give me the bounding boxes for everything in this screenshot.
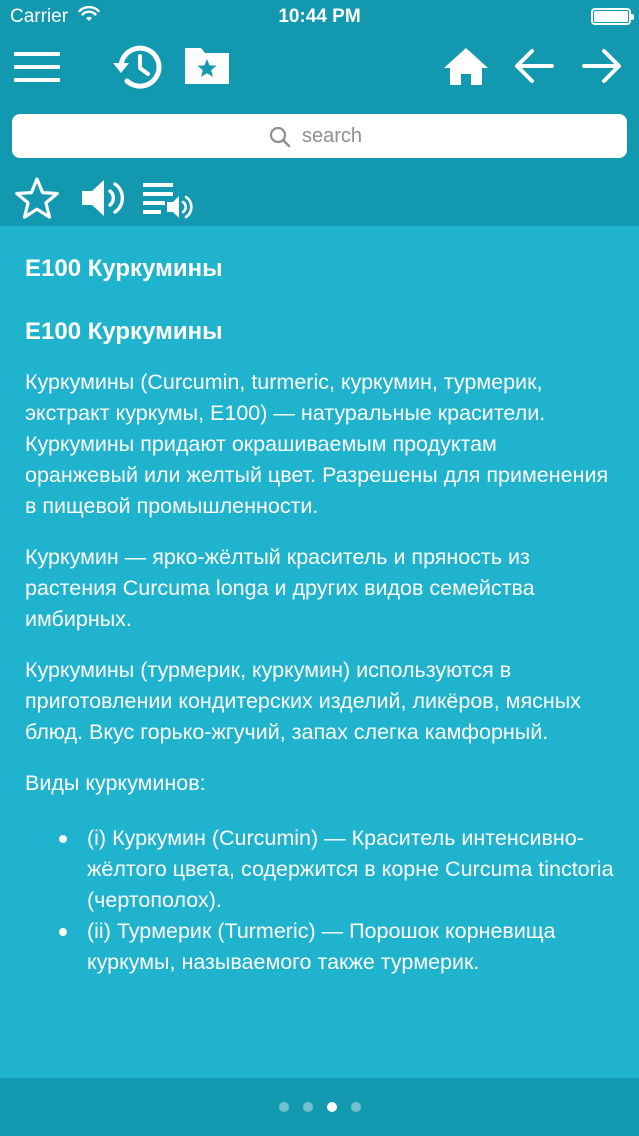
status-bar <box>0 0 639 34</box>
article-paragraph: Виды куркуминов: <box>25 771 206 795</box>
page-dot[interactable] <box>351 1102 361 1112</box>
favorites-folder-icon[interactable] <box>183 44 231 86</box>
playlist-audio-icon[interactable] <box>143 180 193 220</box>
search-icon <box>269 126 291 148</box>
search-input[interactable] <box>302 122 602 150</box>
top-bar <box>0 0 639 226</box>
article-paragraph: Куркумины (Curcumin, turmeric, куркумин, турмерик, экстракт куркумы, E100) — натуральные красители. Куркумины придают окрашиваемым продуктам оранжевый или желтый цвет. Разрешены для применения в пищевой промышленности. <box>25 370 609 518</box>
list-item: (ii) Турмерик (Turmeric) — Порошок корневища куркумы, называемого также турмерик. <box>87 916 615 978</box>
article-content <box>25 226 615 1078</box>
home-icon[interactable] <box>443 46 489 86</box>
article-title: E100 Куркумины <box>25 255 223 282</box>
search-bar[interactable] <box>12 114 627 158</box>
page-dot[interactable] <box>303 1102 313 1112</box>
page-dot[interactable] <box>279 1102 289 1112</box>
history-icon[interactable] <box>112 44 164 90</box>
arrow-left-icon[interactable] <box>514 48 554 84</box>
carrier-label: Carrier <box>10 6 69 27</box>
speaker-icon[interactable] <box>80 176 128 220</box>
page-dots[interactable] <box>0 1102 639 1112</box>
arrow-right-icon[interactable] <box>582 48 622 84</box>
list-item: (i) Куркумин (Curcumin) — Краситель интенсивно-жёлтого цвета, содержится в корне Curcuma tinctoria (чертополох). <box>87 823 615 916</box>
battery-icon <box>591 8 631 25</box>
clock: 10:44 PM <box>278 6 361 27</box>
page-dot[interactable] <box>327 1102 337 1112</box>
article-list <box>25 823 615 978</box>
article-paragraph: Куркумин — ярко-жёлтый краситель и пряность из растения Curcuma longa и других видов семейства имбирных. <box>25 545 535 631</box>
hamburger-menu-icon[interactable] <box>14 50 60 84</box>
article-paragraph: Куркумины (турмерик, куркумин) используются в приготовлении кондитерских изделий, ликёров, мясных блюд. Вкус горько-жгучий, запах слегка камфорный. <box>25 658 581 744</box>
star-outline-icon[interactable] <box>14 176 60 220</box>
page-indicator-bar <box>0 1078 639 1136</box>
article-subtitle: E100 Куркумины <box>25 318 223 345</box>
